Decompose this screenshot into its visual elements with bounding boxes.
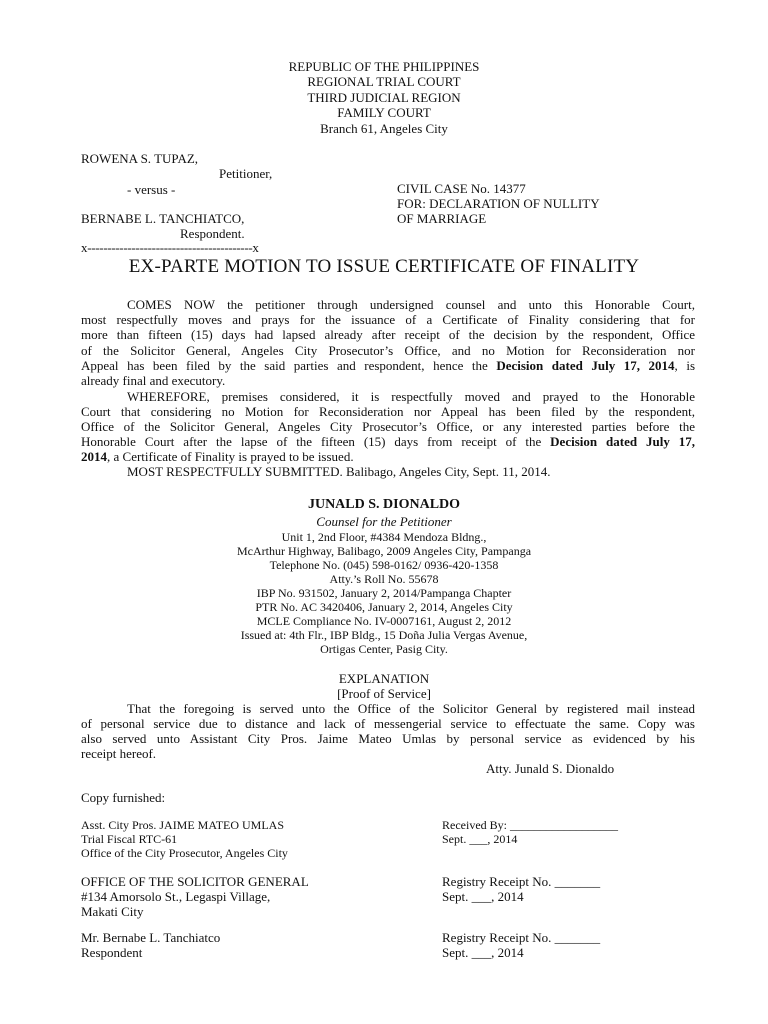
paragraph-2-line-4: Honorable Court after the lapse of the fifteen (15) days from receipt of the Decision dated July 17, bbox=[81, 434, 696, 449]
counsel-address-1: Unit 1, 2nd Floor, #4384 Mendoza Bldng., bbox=[281, 530, 487, 544]
counsel-roll-no: Atty.’s Roll No. 55678 bbox=[329, 572, 439, 586]
respondent-role: Respondent. bbox=[180, 226, 245, 241]
paragraph-1-line-6: already final and executory. bbox=[81, 373, 226, 388]
paragraph-3: MOST RESPECTFULLY SUBMITTED. Balibago, Angeles City, Sept. 11, 2014. bbox=[127, 464, 551, 479]
copy-furnished-label: Copy furnished: bbox=[81, 790, 166, 805]
petitioner-name: ROWENA S. TUPAZ, bbox=[81, 151, 199, 166]
recipient-2-registry-receipt: Registry Receipt No. _______ bbox=[442, 874, 601, 889]
paragraph-1-line-1: COMES NOW the petitioner through undersigned counsel and unto this Honorable Court, bbox=[127, 297, 695, 312]
recipient-3-registry-receipt: Registry Receipt No. _______ bbox=[442, 930, 601, 945]
recipient-2-date: Sept. ___, 2014 bbox=[442, 889, 524, 904]
paragraph-1-line-4: of the Solicitor General, Angeles City Prosecutor’s Office, and no Motion for Reconsideration nor bbox=[81, 343, 695, 358]
paragraph-2-line-5: 2014, a Certificate of Finality is prayed to be issued. bbox=[81, 449, 354, 464]
recipient-1-office: Office of the City Prosecutor, Angeles City bbox=[81, 846, 288, 860]
counsel-ptr-no: PTR No. AC 3420406, January 2, 2014, Angeles City bbox=[255, 600, 513, 614]
court-header-family-court: FAMILY COURT bbox=[337, 105, 431, 120]
paragraph-1-line-3: more than fifteen (15) days had lapsed already after receipt of the decision by the respondent, Office bbox=[81, 327, 695, 342]
counsel-address-2: McArthur Highway, Balibago, 2009 Angeles City, Pampanga bbox=[236, 544, 532, 558]
petitioner-role: Petitioner, bbox=[219, 166, 273, 181]
recipient-2-name: OFFICE OF THE SOLICITOR GENERAL bbox=[81, 874, 309, 889]
recipient-1-title: Trial Fiscal RTC-61 bbox=[81, 832, 178, 846]
court-header-rtc: REGIONAL TRIAL COURT bbox=[307, 74, 461, 89]
recipient-3-date: Sept. ___, 2014 bbox=[442, 945, 524, 960]
recipient-1-date: Sept. ___, 2014 bbox=[442, 832, 518, 846]
counsel-issued-at: Issued at: 4th Flr., IBP Bldg., 15 Doña Julia Vergas Avenue, bbox=[240, 628, 528, 642]
case-number: CIVIL CASE No. 14377 bbox=[397, 181, 526, 196]
versus-label: - versus - bbox=[127, 182, 176, 197]
recipient-1-name: Asst. City Pros. JAIME MATEO UMLAS bbox=[81, 818, 285, 832]
counsel-telephone: Telephone No. (045) 598-0162/ 0936-420-1358 bbox=[269, 558, 499, 572]
counsel-issued-city: Ortigas Center, Pasig City. bbox=[320, 642, 448, 656]
decision-date-bold-2: Decision dated July 17, bbox=[550, 434, 696, 449]
explanation-heading: EXPLANATION bbox=[338, 671, 430, 686]
explanation-line-4: receipt hereof. bbox=[81, 746, 157, 761]
explanation-line-3: also served unto Assistant City Pros. Jaime Mateo Umlas by personal service as evidenced by his bbox=[81, 731, 695, 746]
paragraph-2-line-1: WHEREFORE, premises considered, it is respectfully moved and prayed to the Honorable bbox=[127, 389, 695, 404]
document-title: EX-PARTE MOTION TO ISSUE CERTIFICATE OF FINALITY bbox=[128, 256, 640, 277]
counsel-ibp-no: IBP No. 931502, January 2, 2014/Pampanga Chapter bbox=[256, 586, 512, 600]
caption-divider: x-----------------------------------------x bbox=[81, 240, 259, 255]
counsel-name: JUNALD S. DIONALDO bbox=[307, 497, 461, 512]
recipient-2-city: Makati City bbox=[81, 904, 144, 919]
explanation-subheading: [Proof of Service] bbox=[337, 686, 431, 701]
explanation-line-1: That the foregoing is served unto the Office of the Solicitor General by registered mail instead bbox=[127, 701, 695, 716]
recipient-3-name: Mr. Bernabe L. Tanchiatco bbox=[81, 930, 221, 945]
decision-date-bold: Decision dated July 17, 2014 bbox=[496, 358, 675, 373]
court-header-branch: Branch 61, Angeles City bbox=[320, 121, 448, 136]
explanation-line-2: of personal service due to distance and lack of messengerial service to effectuate the same. Copy was bbox=[81, 716, 695, 731]
paragraph-2-line-2: Court that considering no Motion for Reconsideration nor Appeal has been filed by the respondent, bbox=[81, 404, 695, 419]
counsel-mcle-no: MCLE Compliance No. IV-0007161, August 2, 2012 bbox=[256, 614, 512, 628]
recipient-1-received-by: Received By: __________________ bbox=[442, 818, 618, 832]
counsel-role: Counsel for the Petitioner bbox=[316, 514, 452, 529]
paragraph-2-line-3: Office of the Solicitor General, Angeles City Prosecutor’s Office, or any interested parties before the bbox=[81, 419, 695, 434]
respondent-name: BERNABE L. TANCHIATCO, bbox=[81, 211, 245, 226]
court-header-republic: REPUBLIC OF THE PHILIPPINES bbox=[288, 59, 480, 74]
court-header-region: THIRD JUDICIAL REGION bbox=[307, 90, 461, 105]
paragraph-1-line-5: Appeal has been filed by the said parties and respondent, hence the Decision dated July 17, 2014, is bbox=[81, 358, 695, 373]
recipient-3-role: Respondent bbox=[81, 945, 143, 960]
recipient-2-address: #134 Amorsolo St., Legaspi Village, bbox=[81, 889, 271, 904]
paragraph-1-line-2: most respectfully moves and prays for the issuance of a Certificate of Finality considering that for bbox=[81, 312, 695, 327]
explanation-signature: Atty. Junald S. Dionaldo bbox=[486, 761, 615, 776]
case-nature-line2: OF MARRIAGE bbox=[397, 211, 487, 226]
case-nature-line1: FOR: DECLARATION OF NULLITY bbox=[397, 196, 600, 211]
